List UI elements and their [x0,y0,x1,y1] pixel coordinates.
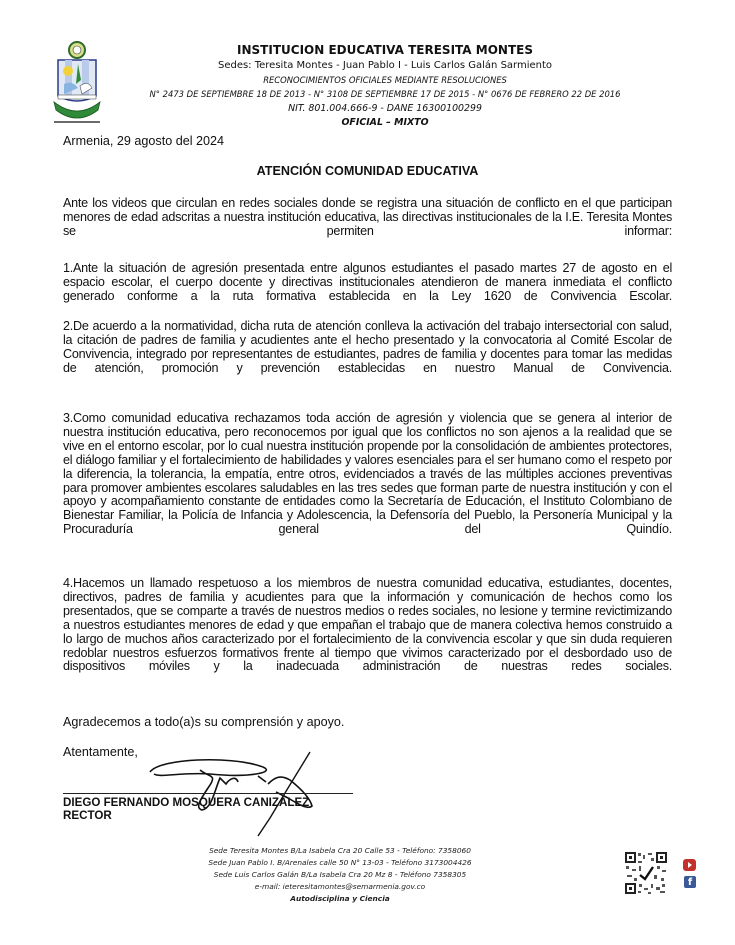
signature-line [63,793,353,794]
paragraph-3: 3.Como comunidad educativa rechazamos toda acción de agresión y violencia que se genera al interior de nuestra institución educativa, pero reconocemos por igual que los conflictos no son ajenos a la realidad que se vive en el entorno escolar, por lo cual nuestra institución propende por la consolidación de ambientes protectores, el diálogo familiar y el fortalecimiento de habilidades y valores esenciales para el ser humano como el respeto por la diferencia, la tolerancia, la empatía, entre otros, evidenciados a través de las múltiples acciones preventivas para promover ambientes escolares saludables en las tres sedes que forman parte de nuestra institución y con el apoyo y acompañamiento constante de entidades como la Secretaría de Educación, el Instituto Colombiano de Bienestar Familiar, la Policía de Infancia y Adolescencia, la Defensoría del Pueblo, la Personería Municipal y la Procuraduría general del Quindío. [63,411,672,537]
qr-code[interactable] [624,851,668,895]
institution-type: OFICIAL – MIXTO [341,117,429,128]
footer-email[interactable]: e-mail: ieteresitamontes@semarmenia.gov.co [254,882,426,891]
signatory-name: DIEGO FERNANDO MOSQUERA CANIZALEZ [63,796,310,809]
footer-motto: Autodisciplina y Ciencia [290,894,390,903]
resolutions-line: N° 2473 DE SEPTIEMBRE 18 DE 2013 - N° 3108 DE SEPTIEMBRE 17 DE 2015 - N° 0676 DE FEBRERO 22 DE 2016 [149,89,621,99]
closing-line: Atentamente, [63,745,138,759]
facebook-icon[interactable]: f [684,876,696,888]
thanks-line: Agradecemos a todo(a)s su comprensión y apoyo. [63,715,345,729]
footer-address-teresita-montes: Sede Teresita Montes B/La Isabela Cra 20 Calle 53 - Teléfono: 7358060 [209,846,471,855]
signatory-role: RECTOR [63,809,112,822]
youtube-icon[interactable] [683,859,696,871]
nit-dane-line: NIT. 801.004.666-9 - DANE 16300100299 [288,103,482,114]
footer-address-juan-pablo: Sede Juan Pablo I. B/Arenales calle 50 N° 13-03 - Teléfono 3173004426 [208,858,472,867]
paragraph-intro: Ante los videos que circulan en redes sociales donde se registra una situación de conflicto en el que participan menores de edad adscritas a nuestra institución educativa, las directivas institucionales de la I.E. Teresita Montes se permiten informar: [63,196,672,238]
footer-address-luis-carlos-galan: Sede Luis Carlos Galán B/La Isabela Cra 20 Mz 8 - Teléfono 7358305 [213,870,467,879]
school-crest-logo [52,40,102,124]
paragraph-1: 1.Ante la situación de agresión presentada entre algunos estudiantes el pasado martes 27 de agosto en el espacio escolar, el cuerpo docente y directivas institucionales atendieron de manera inmediata el conflicto generado conforme a la ruta formativa establecida en la Ley 1620 de Convivencia Escolar. [63,261,672,303]
institution-name: INSTITUCION EDUCATIVA TERESITA MONTES [237,43,533,57]
letter-date: Armenia, 29 agosto del 2024 [63,134,225,148]
paragraph-4: 4.Hacemos un llamado respetuoso a los miembros de nuestra comunidad educativa, estudiantes, docentes, directivos, padres de familia y acudientes para que la información y comunicación de hechos como los presentados, que se comparte a través de nuestros medios o redes sociales, no lesione y termine revictimizando a nuestros estudiantes menores de edad y que empañan el trabajo que de manera colectiva hemos construido a lo largo de muchos años caracterizado por el fortalecimiento de la convivencia escolar y que sin duda requieren redoblar nuestros esfuerzos formativos frente al tiempo que vivimos caracterizado por el desbordado uso de dispositivos móviles y la inadecuada administración de nuestras redes sociales. [63,576,672,674]
campuses-line: Sedes: Teresita Montes - Juan Pablo I - Luis Carlos Galán Sarmiento [217,60,553,71]
paragraph-2: 2.De acuerdo a la normatividad, dicha ruta de atención conlleva la activación del trabajo intersectorial con salud, la citación de padres de familia y acudientes ante el hecho presentado y la convocatoria al Comité Escolar de Convivencia, integrado por representantes de estudiantes, padres de familia y docentes para tomar las medidas de atención, promoción y prevención establecidas en nuestro Manual de Convivencia. [63,319,672,375]
recognition-line: RECONOCIMIENTOS OFICIALES MEDIANTE RESOLUCIONES [263,75,507,85]
letter-subject: ATENCIÓN COMUNIDAD EDUCATIVA [256,164,479,178]
